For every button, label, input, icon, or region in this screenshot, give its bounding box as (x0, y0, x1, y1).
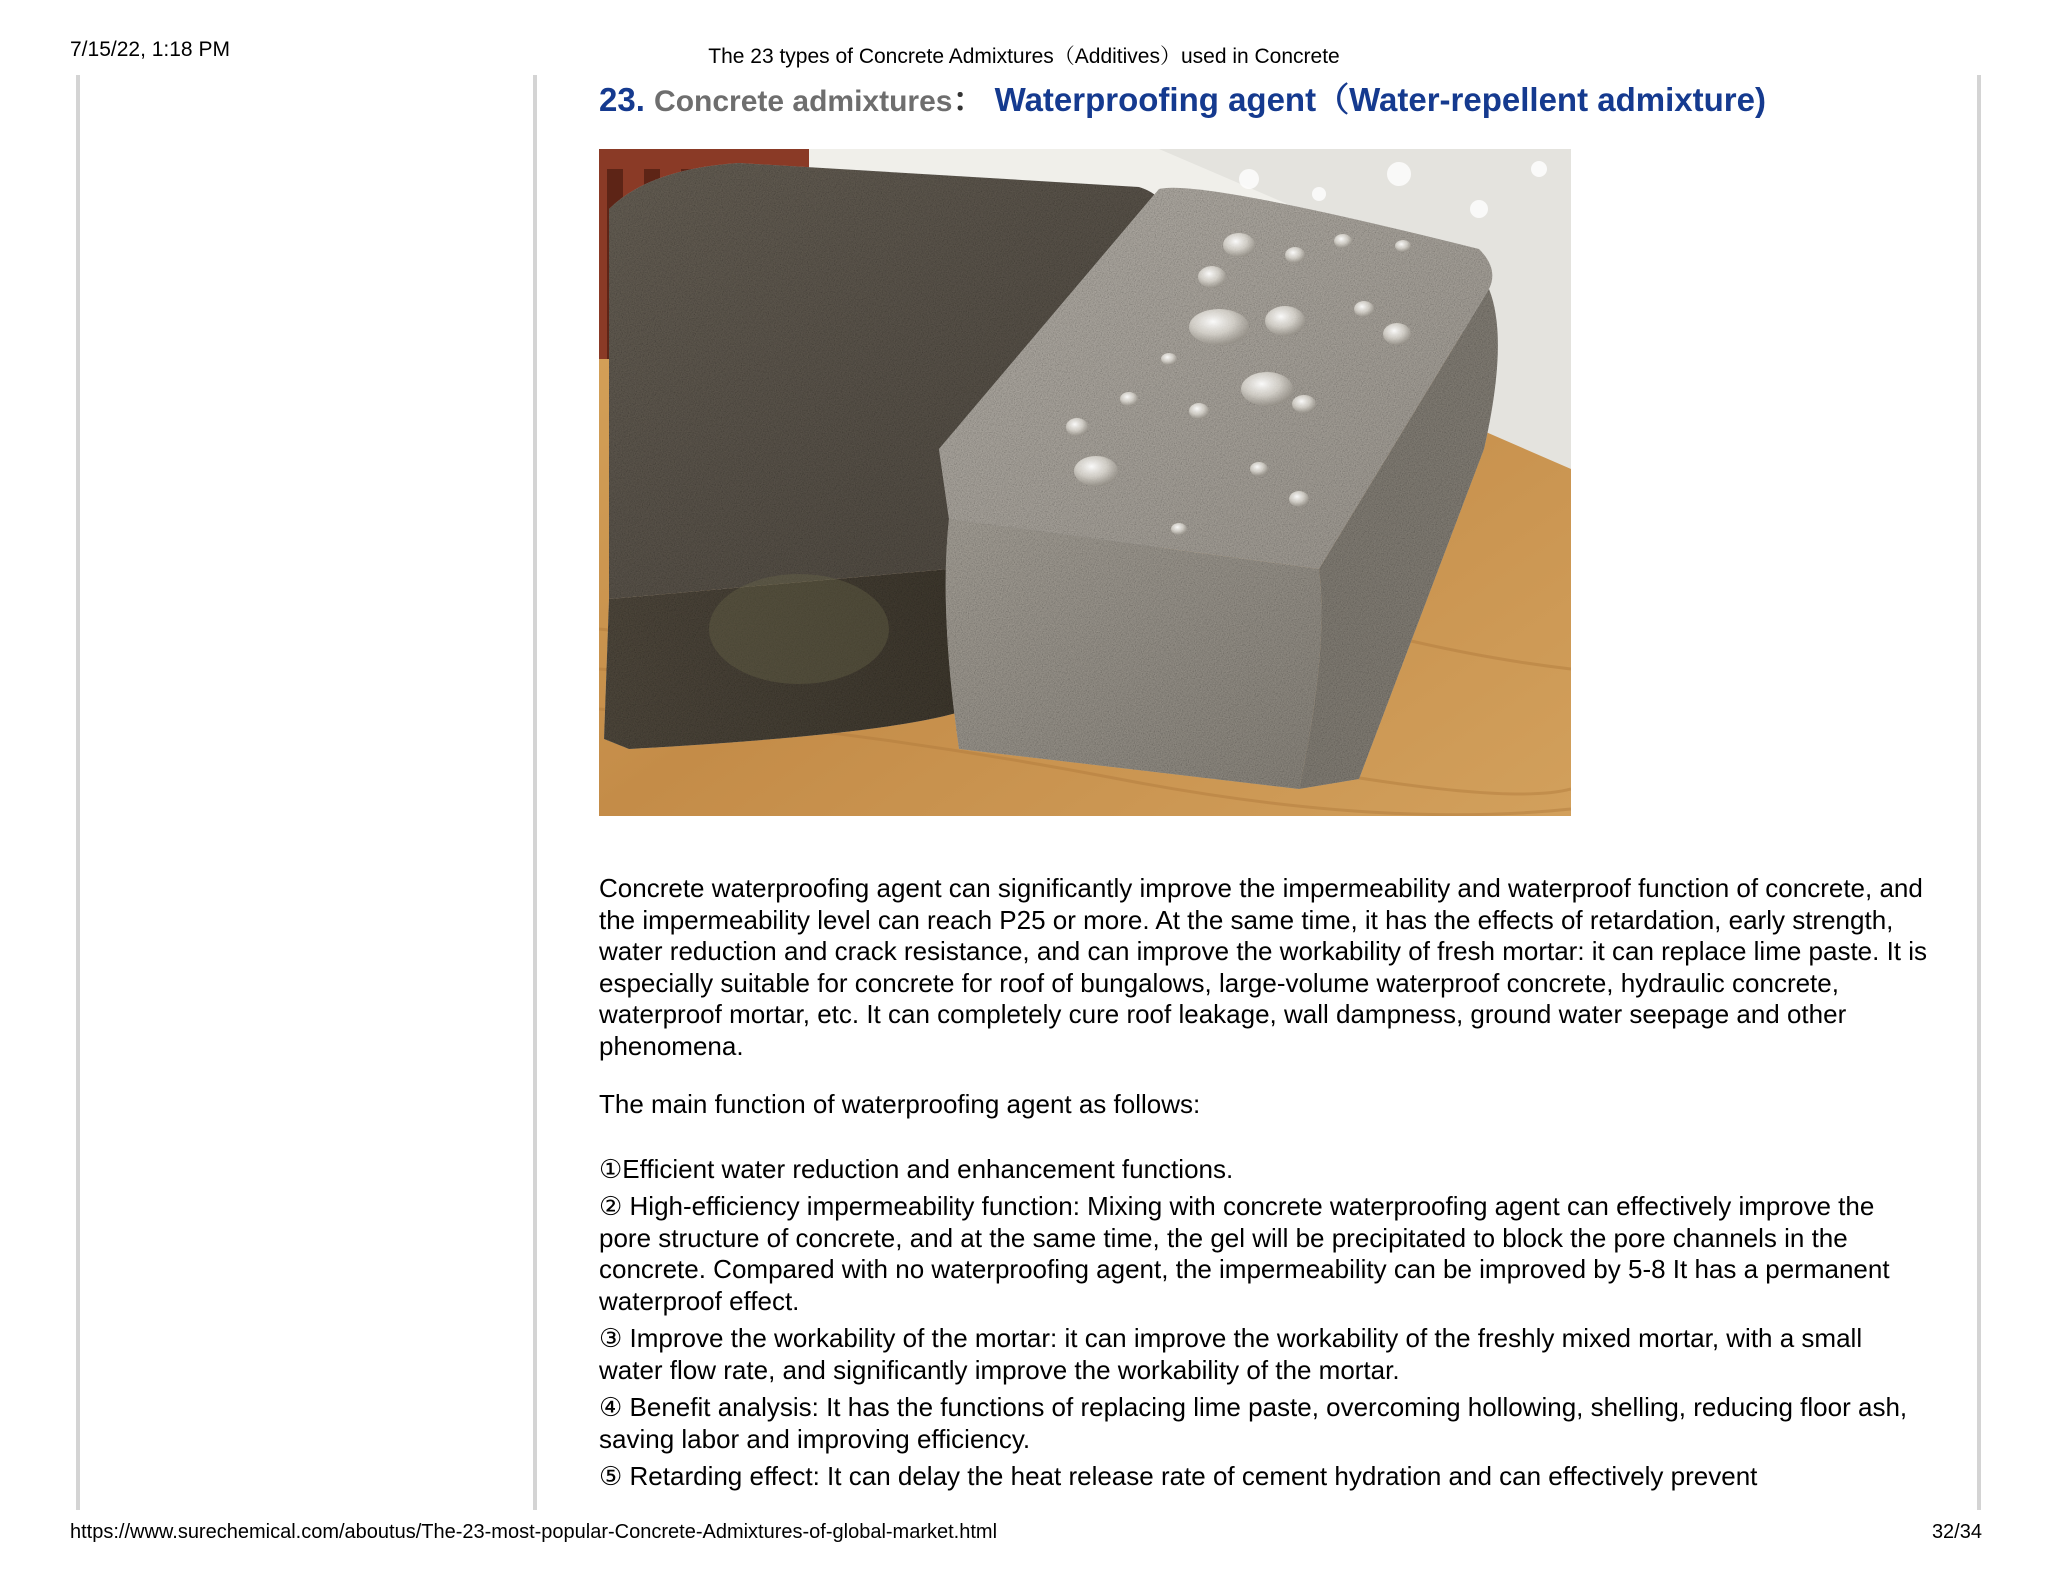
sidebar-divider-rule (533, 75, 537, 1510)
list-item: ② High-efficiency impermeability function: Mixing with concrete waterproofing agent can effectively improve the pore structure of concrete, and at the same time, the gel will be precipitated to block the pore channels in the concrete. Compared with no waterproofing agent, the impermeability can be improved by 5-8 It has a permanent waterproof effect. (599, 1191, 1890, 1316)
list-item: ③ Improve the workability of the mortar: it can improve the workability of the freshly mixed mortar, with a small water flow rate, and significantly improve the workability of the mortar. (599, 1323, 1863, 1385)
right-border-rule (1977, 75, 1981, 1510)
print-footer-page-number: 32/34 (1931, 1521, 1982, 1543)
heading-topic: Waterproofing agent（Water-repellent admixture) (994, 81, 1766, 118)
heading-separator: ： (952, 81, 986, 118)
article-content (599, 80, 1929, 1499)
print-header-date: 7/15/22, 1:18 PM (70, 38, 230, 61)
print-footer-url: https://www.surechemical.com/aboutus/The-23-most-popular-Concrete-Admixtures-of-global-market.html (70, 1521, 998, 1543)
list-item: ①Efficient water reduction and enhancement functions. (599, 1153, 1234, 1184)
heading-number: 23. (599, 81, 645, 118)
functions-lead: The main function of waterproofing agent as follows: (599, 1089, 1201, 1119)
left-border-rule (76, 75, 80, 1510)
heading-category: Concrete admixtures (654, 85, 953, 118)
list-item: ④ Benefit analysis: It has the functions of replacing lime paste, overcoming hollowing, shelling, reducing floor ash, saving labor and improving efficiency. (599, 1392, 1908, 1454)
intro-paragraph: Concrete waterproofing agent can significantly improve the impermeability and waterproof function of concrete, and the impermeability level can reach P25 or more. At the same time, it has the effects of retardation, early strength, water reduction and crack resistance, and can improve the workability of fresh mortar: it can replace lime paste. It is especially suitable for concrete for roof of bungalows, large-volume waterproof concrete, hydraulic concrete, waterproof mortar, etc. It can completely cure roof leakage, wall dampness, ground water seepage and other phenomena. (599, 873, 1928, 1061)
list-item: ⑤ Retarding effect: It can delay the heat release rate of cement hydration and can effectively prevent (599, 1461, 1758, 1491)
section-heading (599, 80, 1929, 122)
waterproof-bricks-photo (599, 149, 1571, 816)
functions-list (599, 1154, 1929, 1493)
print-header-title: The 23 types of Concrete Admixtures（Additives）used in Concrete (708, 45, 1340, 68)
